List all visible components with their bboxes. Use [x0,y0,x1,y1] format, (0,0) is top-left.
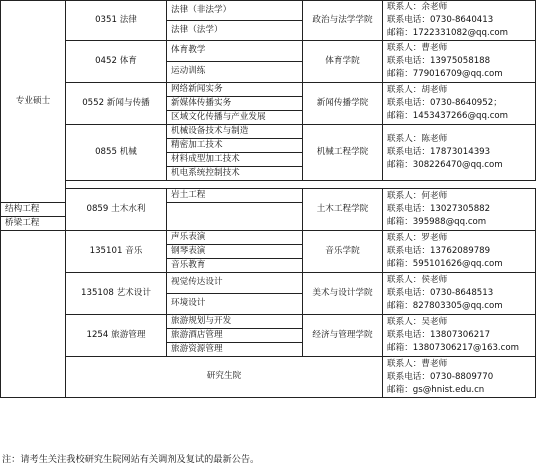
contact-cell [383,41,536,83]
direction-cell: 运动训练 [167,62,303,83]
table-row [1,41,536,62]
contact-phone: 联系电话：13807306217 [387,330,491,340]
contact-phone: 联系电话：0730-8648513 [387,288,494,298]
footnote: 注：请考生关注我校研究生院网站有关调剂及复试的最新公告。 [2,454,260,465]
contact-email: 邮箱：595101626@qq.com [387,259,503,269]
contact-phone: 联系电话：13027305882 [387,204,491,214]
college-cell: 体育学院 [303,41,383,83]
major-cell: 135101 音乐 [66,231,167,273]
table-row [1,273,536,294]
contact-person: 联系人：侯老师 [387,275,448,285]
direction-cell: 旅游规划与开发 [167,315,303,329]
direction-cell: 新媒体传播实务 [167,97,303,111]
contact-phone: 联系电话：13975058188 [387,56,491,66]
table-row [1,125,536,139]
contact-phone: 联系电话：17873014393 [387,147,491,157]
major-cell: 0351 法律 [66,1,167,41]
contact-email: 邮箱：gs@hnist.edu.cn [387,384,485,395]
college-cell: 土木工程学院 [303,189,383,231]
contact-person: 联系人：陈老师 [387,134,448,144]
table-row [1,231,536,245]
direction-cell: 法律（法学） [167,21,303,41]
direction-cell: 法律（非法学） [167,1,303,21]
direction-cell: 机械设备技术与制造 [167,125,303,139]
contact-person: 联系人：何老师 [387,191,448,201]
major-cell: 135108 艺术设计 [66,273,167,315]
table-row [1,189,536,203]
contact-email: 邮箱：1453437266@qq.com [387,111,509,121]
college-cell: 新闻传播学院 [303,83,383,125]
contact-email: 邮箱：13807306217@163.com [387,343,520,353]
contact-cell [383,357,536,398]
contact-email: 邮箱：827803305@qq.com [387,301,503,311]
contact-person: 联系人：吴老师 [387,317,448,327]
contact-phone: 联系电话：13762089789 [387,246,491,256]
contact-person: 联系人：余老师 [387,2,448,12]
direction-cell: 网络新闻实务 [167,83,303,97]
contact-cell [383,273,536,315]
contact-cell [383,1,536,41]
contact-person: 联系人：曹老师 [387,358,448,369]
contact-person: 联系人：罗老师 [387,233,448,243]
direction-cell: 区域文化传播与产业发展 [167,111,303,125]
contact-phone: 联系电话：0730-8640413 [387,15,494,25]
major-cell: 0552 新闻与传播 [66,83,167,125]
direction-cell: 环境设计 [167,294,303,315]
direction-cell: 视觉传达设计 [167,273,303,294]
college-cell: 机械工程学院 [303,125,383,181]
contact-cell [383,231,536,273]
college-cell: 音乐学院 [303,231,383,273]
contact-cell [383,125,536,181]
contact-cell [383,189,536,231]
direction-cell: 旅游资源管理 [167,343,303,357]
direction-cell: 桥梁工程 [1,217,66,231]
major-cell: 0855 机械 [66,125,167,181]
college-cell: 经济与管理学院 [303,315,383,357]
contact-email: 邮箱：1722331082@qq.com [387,28,509,38]
contact-phone: 联系电话：0730-8809770 [387,371,494,382]
direction-cell: 机电系统控制技术 [167,167,303,181]
category-cell-continued [1,231,66,398]
table-row [1,315,536,329]
table-row [1,83,536,97]
contact-email: 邮箱：308226470@qq.com [387,160,503,170]
contact-person: 联系人：曹老师 [387,43,448,53]
contact-email: 邮箱：779016709@qq.com [387,69,503,79]
contact-cell [383,315,536,357]
table-row [1,357,536,398]
contact-email: 邮箱：395988@qq.com [387,217,487,227]
contact-person: 联系人：胡老师 [387,85,448,95]
direction-cell: 旅游酒店管理 [167,329,303,343]
contact-cell [383,83,536,125]
direction-cell: 体育教学 [167,41,303,62]
direction-cell: 声乐表演 [167,231,303,245]
direction-cell: 精密加工技术 [167,139,303,153]
major-cell: 1254 旅游管理 [66,315,167,357]
direction-cell: 钢琴表演 [167,245,303,259]
major-cell: 0859 土木水利 [66,189,167,231]
category-cell: 专业硕士 [1,1,66,203]
direction-cell: 材料成型加工技术 [167,153,303,167]
table-row [1,1,536,21]
college-cell: 美术与设计学院 [303,273,383,315]
section-gap [1,181,536,189]
direction-cell: 音乐教育 [167,259,303,273]
college-cell: 政治与法学学院 [303,1,383,41]
direction-cell: 结构工程 [1,203,66,217]
major-cell: 0452 体育 [66,41,167,83]
contact-phone: 联系电话：0730-8640952； [387,98,502,108]
graduate-school-cell: 研究生院 [66,357,383,398]
direction-cell: 岩土工程 [167,189,303,203]
